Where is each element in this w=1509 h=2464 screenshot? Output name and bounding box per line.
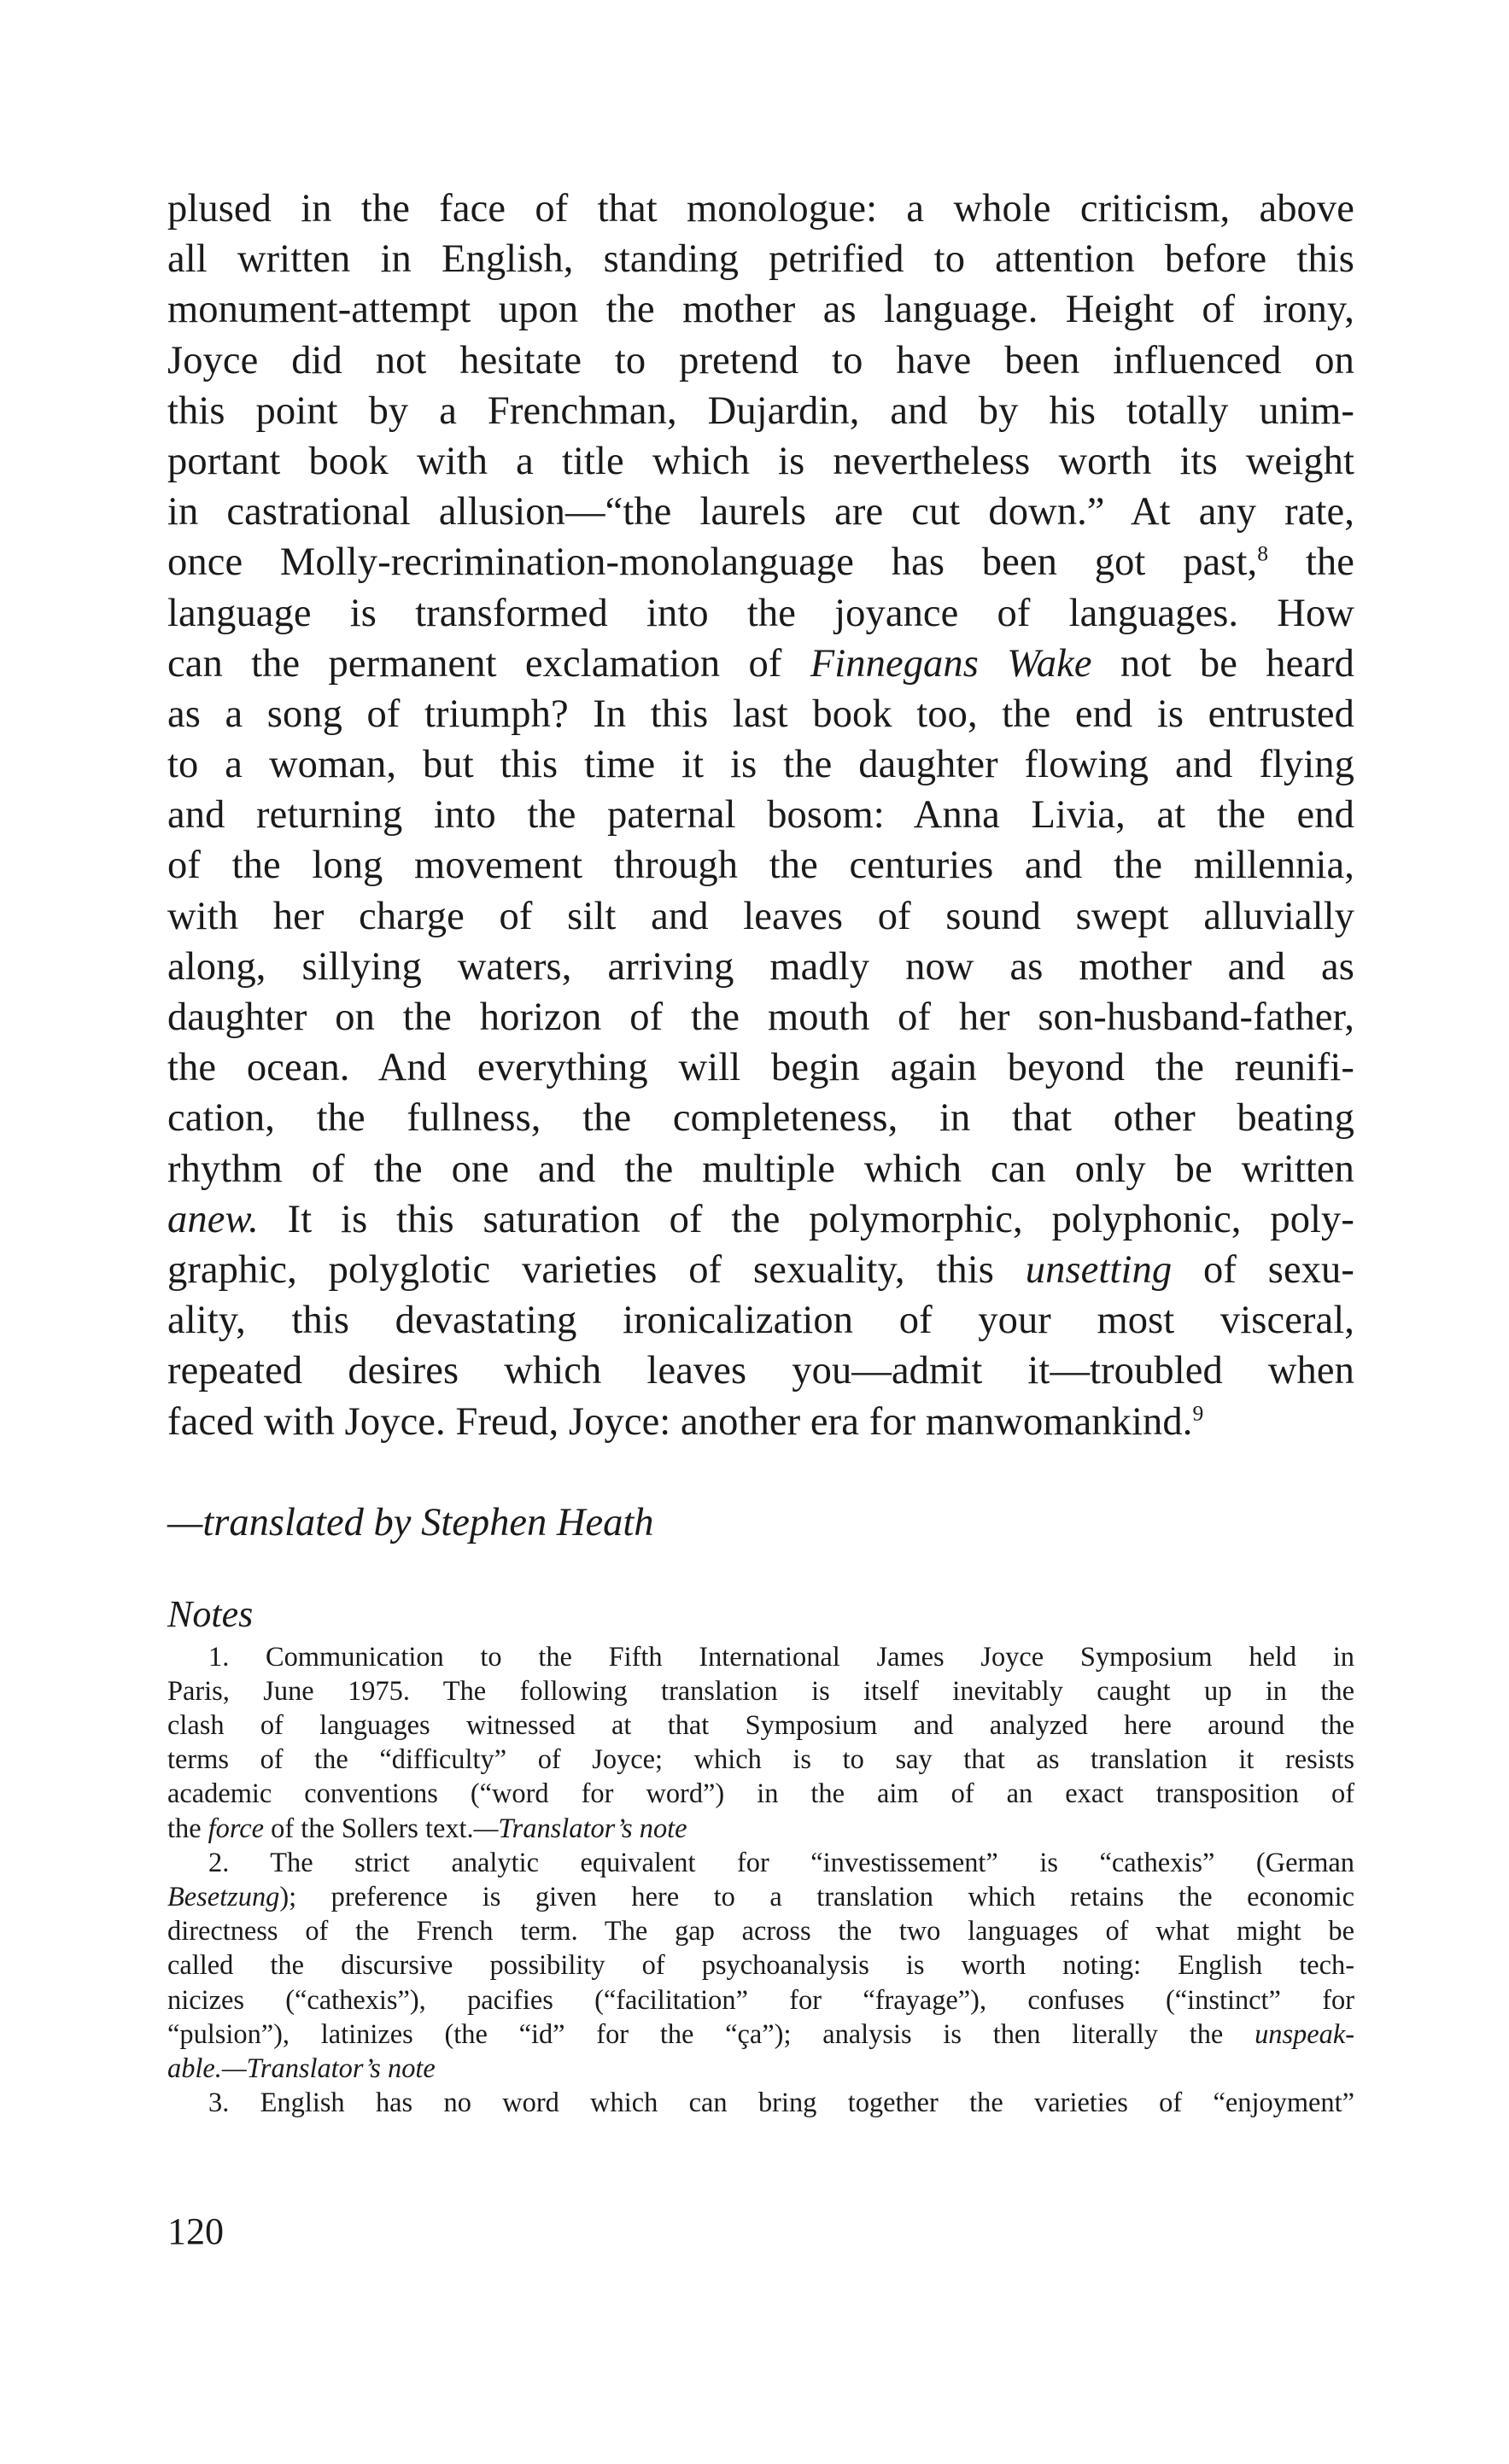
text-span: repeated desires which leaves you—admit it—troubled when <box>167 1349 1354 1393</box>
body-line <box>167 1093 1354 1143</box>
body-line <box>167 639 1354 689</box>
notes-list <box>167 1640 1354 2121</box>
text-span: 3. English has no word which can bring together the varieties of “enjoyment” <box>208 2087 1354 2119</box>
italic-text: force <box>208 1813 265 1844</box>
text-span: terms of the “difficulty” of Joyce; which is to say that as translation it resists <box>167 1744 1354 1776</box>
text-span: and returning into the paternal bosom: Anna Livia, at the end <box>167 793 1354 838</box>
body-line <box>167 739 1354 790</box>
text-span: cation, the fullness, the completeness, in that other beating <box>167 1096 1354 1141</box>
note-line <box>167 1674 1354 1708</box>
note-line <box>167 1880 1354 1914</box>
body-line <box>167 1346 1354 1396</box>
text-span: of the Sollers text. <box>264 1813 474 1844</box>
text-span: all written in English, standing petrified to attention before this <box>167 237 1354 282</box>
text-span: 1. Communication to the Fifth International James Joyce Symposium held in <box>208 1641 1354 1673</box>
note-line <box>167 2017 1354 2052</box>
text-span: daughter on the horizon of the mouth of her son-husband-father, <box>167 996 1354 1039</box>
body-line <box>167 184 1354 234</box>
italic-text: anew. <box>167 1197 259 1241</box>
text-span: graphic, polyglotic varieties of sexuality, this <box>167 1247 1026 1292</box>
text-span: can the permanent exclamation of <box>167 641 810 686</box>
body-line <box>167 436 1354 487</box>
body-line <box>167 336 1354 386</box>
text-span: nicizes (“cathexis”), pacifies (“facilitation” for “frayage”), confuses (“instinct” for <box>167 1984 1354 2016</box>
italic-text: —Translator’s note <box>473 1813 687 1844</box>
note-line <box>167 2086 1354 2120</box>
body-line <box>167 1042 1354 1093</box>
text-span: academic conventions (“word for word”) in the aim of an exact transposition of <box>167 1778 1354 1810</box>
body-line <box>167 487 1354 537</box>
text-span: 2. The strict analytic equivalent for “investissement” is “cathexis” (German <box>208 1847 1354 1878</box>
text-span: the ocean. And everything will begin again beyond the reunifi- <box>167 1046 1354 1090</box>
body-line <box>167 992 1354 1042</box>
notes-heading: Notes <box>167 1592 254 1635</box>
body-line <box>167 537 1354 587</box>
note-line <box>167 1777 1354 1811</box>
italic-text: able.—Translator’s note <box>167 2052 436 2084</box>
text-span: the <box>1268 540 1354 585</box>
text-span: “pulsion”), latinizes (the “id” for the “ça”); analysis is then literally the <box>167 2018 1255 2050</box>
text-span: once Molly-recrimination-monolanguage has been got past, <box>167 540 1258 585</box>
text-span: of the long movement through the centuries and the millennia, <box>167 844 1354 888</box>
note-line <box>167 1846 1354 1880</box>
text-span: monument-attempt upon the mother as language. Height of irony, <box>167 288 1354 332</box>
text-span: to a woman, but this time it is the daughter flowing and flying <box>167 743 1354 787</box>
body-line <box>167 1245 1354 1295</box>
body-line <box>167 891 1354 942</box>
text-span: ality, this devastating ironicalization of your most visceral, <box>167 1299 1354 1343</box>
body-paragraph <box>167 184 1354 1447</box>
body-line <box>167 1397 1354 1447</box>
text-span: portant book with a title which is nevertheless worth its weight <box>167 439 1354 483</box>
text-span: along, sillying waters, arriving madly now as mother and as <box>167 944 1354 989</box>
text-span: called the discursive possibility of psychoanalysis is worth noting: English tech- <box>167 1950 1354 1982</box>
page-number: 120 <box>167 2210 224 2252</box>
text-span: It is this saturation of the polymorphic, polyphonic, poly- <box>258 1197 1354 1241</box>
page-content <box>167 184 1354 2120</box>
text-span: the <box>167 1813 208 1844</box>
body-line <box>167 689 1354 739</box>
text-span: in castrational allusion—“the laurels are cut down.” At any rate, <box>167 490 1354 534</box>
note-line <box>167 2052 1354 2086</box>
body-line <box>167 942 1354 992</box>
body-line <box>167 790 1354 840</box>
text-span: this point by a Frenchman, Dujardin, and by his totally unim- <box>167 388 1354 433</box>
text-span: with her charge of silt and leaves of sound swept alluvially <box>167 894 1354 938</box>
note-line <box>167 1743 1354 1777</box>
note-line <box>167 1640 1354 1674</box>
body-line <box>167 234 1354 284</box>
text-span: clash of languages witnessed at that Symposium and analyzed here around the <box>167 1710 1354 1742</box>
body-line <box>167 588 1354 639</box>
body-line <box>167 840 1354 890</box>
text-span: plused in the face of that monologue: a whole criticism, above <box>167 187 1354 231</box>
italic-text: unspeak- <box>1255 2018 1354 2050</box>
text-span: directness of the French term. The gap across the two languages of what might be <box>167 1916 1354 1947</box>
note-line <box>167 1948 1354 1982</box>
body-line <box>167 1144 1354 1194</box>
text-span: as a song of triumph? In this last book too, the end is entrusted <box>167 692 1354 736</box>
text-span: Paris, June 1975. The following translation is itself inevitably caught up in the <box>167 1675 1354 1707</box>
italic-text: Besetzung <box>167 1882 280 1912</box>
text-span: rhythm of the one and the multiple which can only be written <box>167 1147 1354 1191</box>
footnote-marker: 8 <box>1257 540 1269 566</box>
note-line <box>167 1708 1354 1743</box>
note-line <box>167 1914 1354 1948</box>
note-line <box>167 1812 1354 1846</box>
italic-text: unsetting <box>1025 1247 1173 1292</box>
text-span: language is transformed into the joyance of languages. How <box>167 591 1354 635</box>
body-line <box>167 1295 1354 1346</box>
italic-text: Finnegans Wake <box>810 641 1092 686</box>
body-line <box>167 1194 1354 1245</box>
text-span: faced with Joyce. Freud, Joyce: another era for manwomankind. <box>167 1399 1193 1444</box>
text-span: of sexu- <box>1172 1247 1354 1292</box>
translator-credit: —translated by Stephen Heath <box>167 1500 654 1544</box>
body-line <box>167 386 1354 436</box>
footnote-marker: 9 <box>1192 1400 1204 1425</box>
body-line <box>167 284 1354 335</box>
text-span: not be heard <box>1091 641 1355 686</box>
note-line <box>167 1983 1354 2017</box>
text-span: Joyce did not hesitate to pretend to have been influenced on <box>167 338 1354 382</box>
text-span: ); preference is given here to a translation which retains the economic <box>279 1882 1354 1912</box>
